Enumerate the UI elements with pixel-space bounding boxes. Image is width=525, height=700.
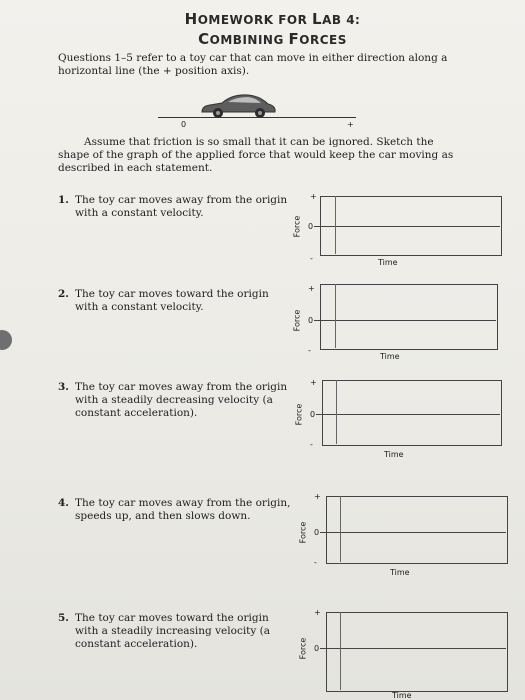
force-axis-label: Force [298, 637, 308, 660]
time-axis-label: Time [380, 352, 400, 361]
time-axis-label: Time [390, 568, 410, 577]
zero-line [320, 532, 506, 533]
graph-zero-label: 0 [314, 528, 320, 537]
question-2: 2. The toy car moves toward the origin with a constant velocity. [58, 288, 269, 313]
graph-frame [322, 380, 502, 446]
intro-text: Questions 1–5 refer to a toy car that can move in either direction along a horizontal line (the + position axis). [58, 52, 448, 77]
graph-frame [326, 612, 508, 692]
origin-label: 0 [181, 120, 187, 129]
graph-zero-label: 0 [308, 316, 314, 325]
question-5: 5. The toy car moves toward the origin with a steadily increasing velocity (a constant acceleration). [58, 612, 271, 650]
force-axis-label: Force [292, 215, 302, 238]
time-axis-label: Time [378, 258, 398, 267]
graph-minus-label: - [308, 346, 311, 355]
page-title: HOMEWORK FOR LAB 4: [184, 10, 361, 28]
graph-zero-label: 0 [314, 644, 320, 653]
force-axis-label: Force [294, 403, 304, 426]
toy-car-icon [198, 88, 278, 120]
grid-line [336, 380, 337, 444]
question-1: 1. The toy car moves away from the origin with a constant velocity. [58, 194, 288, 219]
zero-line [320, 648, 506, 649]
grid-line [335, 284, 336, 348]
graph-frame [326, 496, 508, 564]
zero-line [314, 320, 496, 321]
grid-line [340, 496, 341, 562]
plus-label: + [347, 120, 354, 129]
graph-plus-label: + [314, 608, 321, 617]
time-axis-label: Time [392, 691, 412, 700]
graph-plus-label: + [308, 284, 315, 293]
question-3: 3. The toy car moves away from the origin with a steadily decreasing velocity (a constant acceleration). [58, 381, 288, 419]
force-axis-label: Force [298, 521, 308, 544]
grid-line [340, 612, 341, 690]
graph-plus-label: + [310, 192, 317, 201]
zero-line [316, 414, 500, 415]
graph-plus-label: + [314, 492, 321, 501]
graph-minus-label: - [310, 440, 313, 449]
instructions-text: Assume that friction is so small that it can be ignored. Sketch the shape of the graph of the applied force that would keep the car moving as described in each statement. [58, 136, 454, 174]
grid-line [335, 196, 336, 254]
graph-zero-label: 0 [310, 410, 316, 419]
force-axis-label: Force [292, 309, 302, 332]
graph-minus-label: - [310, 254, 313, 263]
graph-frame [320, 284, 498, 350]
zero-line [314, 226, 500, 227]
position-axis [158, 117, 356, 118]
graph-plus-label: + [310, 378, 317, 387]
time-axis-label: Time [384, 450, 404, 459]
binder-hole [0, 330, 12, 350]
question-4: 4. The toy car moves away from the origin, speeds up, and then slows down. [58, 497, 291, 522]
graph-minus-label: - [314, 558, 317, 567]
page-subtitle: COMBINING FORCES [198, 30, 347, 48]
graph-zero-label: 0 [308, 222, 314, 231]
